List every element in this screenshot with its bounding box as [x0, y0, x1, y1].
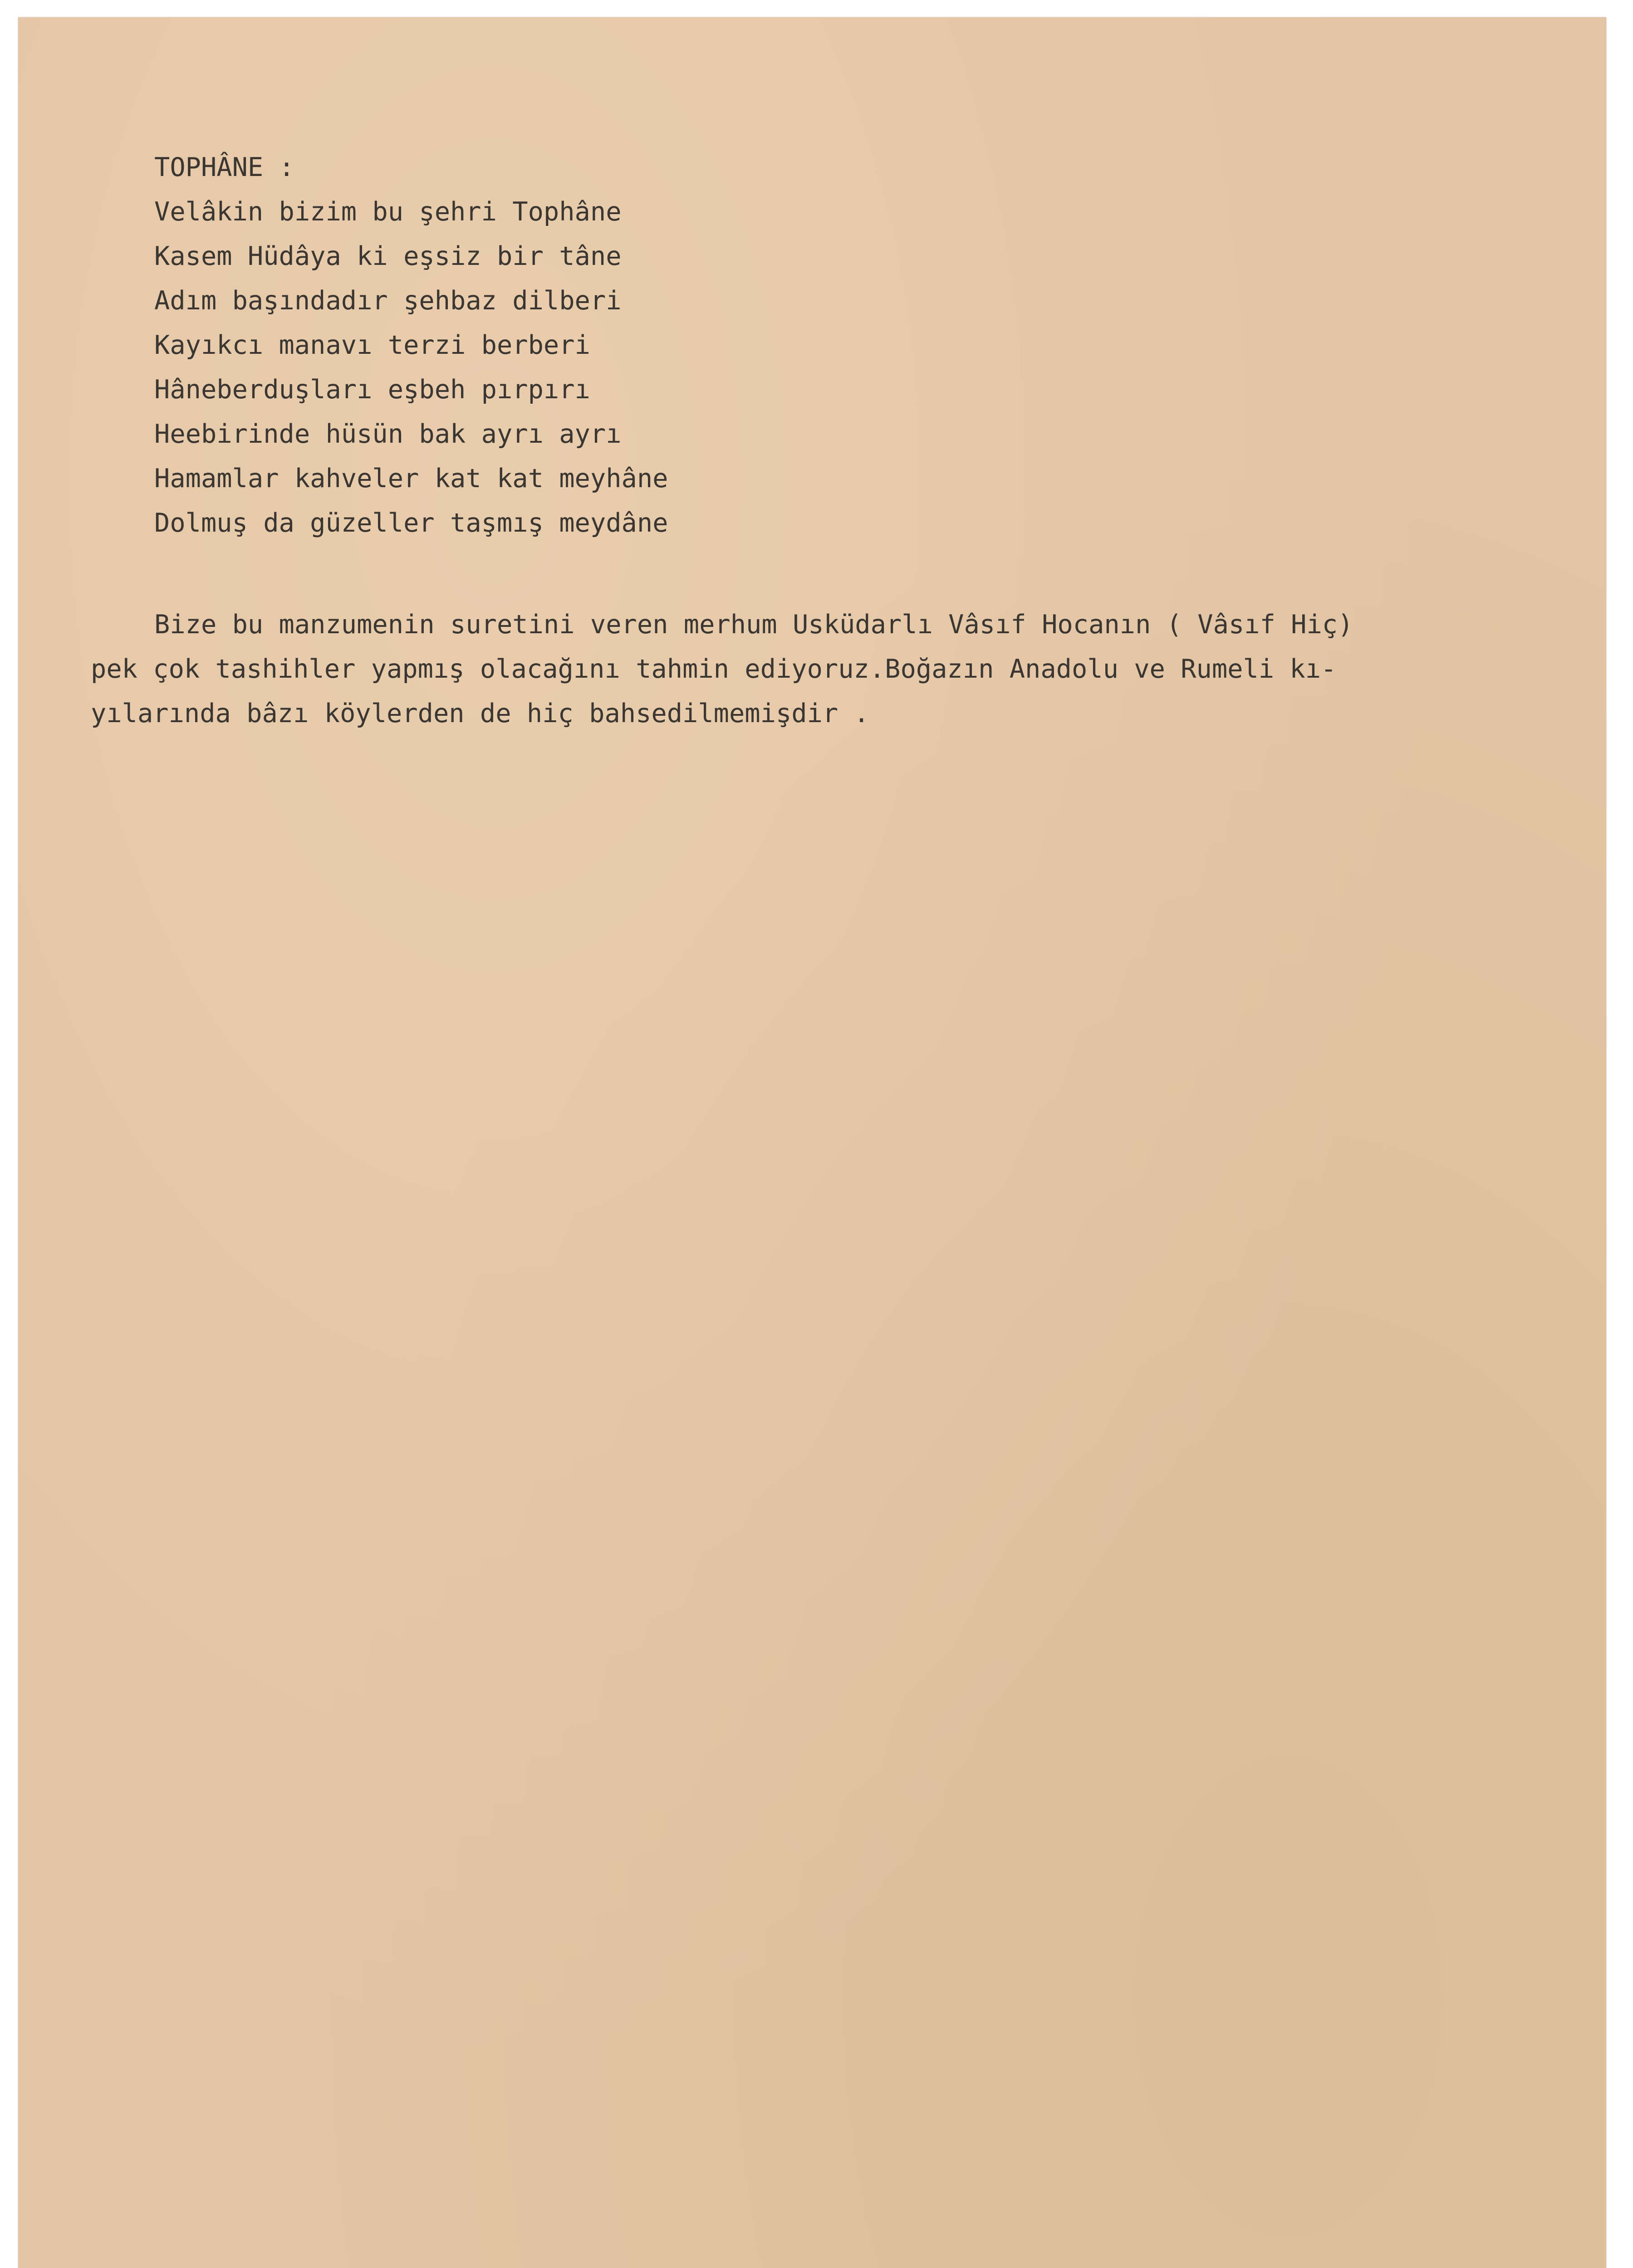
section-heading: TOPHÂNE : [154, 152, 294, 182]
poem-line: Velâkin bizim bu şehri Tophâne [154, 197, 622, 227]
poem [154, 190, 668, 545]
poem-line: Kayıkcı manavı terzi berberi [154, 330, 590, 360]
poem-line: Hâneberduşları eşbeh pırpırı [154, 375, 590, 405]
paragraph-line: yılarında bâzı köylerden de hiç bahsedilmemişdir . [91, 699, 869, 728]
paragraph-line: Bize bu manzumenin suretini veren merhum Usküdarlı Vâsıf Hocanın ( Vâsıf Hiç) [154, 610, 1353, 640]
poem-line: Hamamlar kahveler kat kat meyhâne [154, 464, 668, 494]
paragraph-line: pek çok tashihler yapmış olacağını tahmin ediyoruz.Boğazın Anadolu ve Rumeli kı- [91, 654, 1337, 684]
poem-line: Heebirinde hüsün bak ayrı ayrı [154, 419, 622, 449]
poem-line: Adım başındadır şehbaz dilberi [154, 286, 622, 316]
typewritten-page [18, 17, 1606, 2268]
poem-line: Kasem Hüdâya ki eşsiz bir tâne [154, 241, 622, 271]
poem-line: Dolmuş da güzeller taşmış meydâne [154, 508, 668, 538]
commentary-paragraph [91, 602, 1574, 736]
